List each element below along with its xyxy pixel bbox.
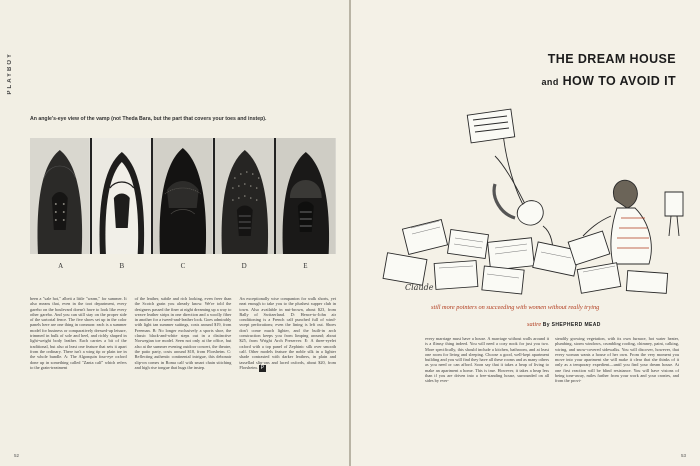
shoe-b-photo [92,138,152,254]
cartoon-illustration [365,96,695,296]
left-page [0,0,349,466]
photo-caption: An angle's-eye view of the vamp (not Theda Bara, but the part that covers your toes and instep). [30,116,267,122]
page-number-right: 53 [680,453,686,458]
byline-prefix: satire [527,321,542,328]
left-column-1: been a "sale hot," albeit a little "warm," for summer. It also means that, even in the toot department, every gareho on the boulevard doesn't have to look like every other gareho. And you can still stay on the proper side of the sartorial fence. The five shoes set up in the color panels here are one thing in common: each is a summer model for business or comparatively dressed-up leisure, trimmed in bulk of sole and heel, and richly shaped in light-weight body leather. Each carries a bit of the traditional, but also at least one feature that sets it apart from the ordinary. There isn't a wing tip or plain toe in the whole bundle. A: The Algonquin four-eye oxford done up in something called "Zanta calf" which refers to the grain-treatment [30,296,127,370]
title-and: and [541,77,559,87]
shoe-label-b: B [119,262,125,270]
artist-signature: Claude [405,283,434,292]
right-column-1: every marriage must have a house. A marriage without walls around it is a flimsy thing indeed. You will need a cozy nook for just you two. More specifically, this should include a kitchen, bathroom, and at least one room for living and sleeping. Choose a good, well-kept apartment building and you will find they have all these rooms and as many others as you need or can afford. Soon say that it takes a heap of living to make an apartment a home. This is true. However, it takes a heap less than if you are driven into a free-standing house, surrounded on all sides by ever- [425,336,549,384]
left-body-text [30,296,336,372]
shoe-a-photo [30,138,90,254]
shoe-label-d: D [241,262,247,270]
page-number-left: 52 [14,453,20,458]
left-column-2: of the leather, subtle and rich looking, even freer than the Scotch grain you already know. We're told the designers passed the finer at night dreaming up a way to weave leather strips in one direction and a woolly fiber in another for a tweed-and-leather look. Goes admirably with light tan summer suitings, costs around $19, from Freeman. B: No longer exclusively a sports shoe, the classic black-and-white steps out in a distinctive Norwegian toe model. Seen not only at the office, but also at the summer evening outdoor concert, the theatre, the patio party, costs around $18, from Florsheim. C: Reflecting authentic continental intrigue, this debonair slip-on comes in Roma calf with smart chain stitching and high rise tongue that hugs the instep. [134,296,232,370]
shoe-d-photo [215,138,275,254]
shoe-label-e: E [303,262,308,270]
right-body-text [425,336,679,384]
left-column-3-text: An exceptionally wise companion for walk shorts, yet neat enough to take you to the plushest supper club in town. Also available in nut-brown, about $23, from Bally of Switzerland. D: Hence-to-John air conditioning is a French calf punched full of wind-swept perforations; even the lining is left out. Shoes don't come much lighter, and the built-in arch construction keeps you from limping around; about $25, from Wright Arch Preserver. E: A three-eyelet oxford with a top panel of Zephinic silk over smooth calf. Other models feature the noble silk in a lighter shade contrasted with darker leathers, in plain and tassellad slip-ons and laced oxfords, about $20, from Florsheim. [239,296,337,370]
byline-author: By SHEPHERD MEAD [542,322,601,328]
article-subtitle: still more pointers on succeeding with women without really trying [431,304,600,311]
running-head: PLAYBOY [7,52,13,95]
article-title-line2 [542,74,676,88]
article-title-line1: THE DREAM HOUSE [547,52,676,66]
shoe-label-a: A [58,262,64,270]
right-page [351,0,700,466]
shoe-photo-strip [30,138,336,254]
right-column-2: steadily growing vegetation, with its own furnace, hot water heater, plumbing, storm windows, crumbling roofing, chimney, paint, calking, wiring, and snow-covered sidewalks. You will discover, however, that every woman wants a house of her own. From the very moment you move into your apartment she will make it clear that she thinks of it only as a temporary expedient—until you find your dream house. At one first reaction will be blind resistance. You will have visions of being tone-away, miles farther from your work and your cronies, and from the provi- [555,336,679,384]
end-mark-icon: P [260,364,265,371]
byline [527,321,601,328]
shoe-e-photo [276,138,336,254]
left-column-3 [239,296,336,372]
shoe-label-c: C [180,262,186,270]
title-line2-text: HOW TO AVOID IT [562,74,676,88]
shoe-c-photo [153,138,213,254]
shoe-labels [30,262,336,270]
